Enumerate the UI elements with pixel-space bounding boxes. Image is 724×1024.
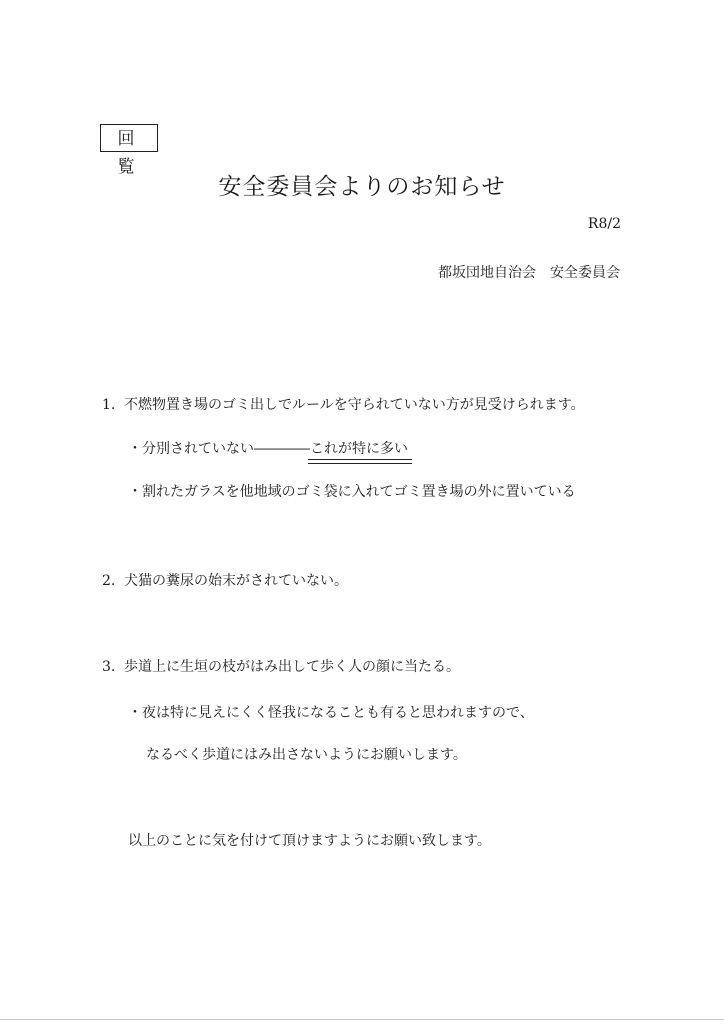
issuing-organization: 都坂団地自治会 安全委員会 bbox=[438, 265, 620, 281]
item-text: 歩道上に生垣の枝がはみ出して歩く人の顔に当たる。 bbox=[124, 659, 460, 675]
bullet-text: ・分別されていない―――― bbox=[128, 441, 310, 457]
item-number: 3. bbox=[102, 659, 116, 675]
document-date: R8/2 bbox=[587, 216, 621, 232]
item-number: 1. bbox=[102, 397, 116, 413]
item-1-bullet-1 bbox=[128, 438, 408, 458]
item-number: 2. bbox=[102, 573, 116, 589]
item-1-bullet-2: ・割れたガラスを他地域のゴミ袋に入れてゴミ置き場の外に置いている bbox=[128, 484, 576, 500]
item-3-bullet-1: ・夜は特に見えにくく怪我になることも有ると思われますので、 bbox=[128, 705, 534, 721]
item-3-bullet-continuation: なるべく歩道にはみ出さないようにお願いします。 bbox=[146, 747, 467, 763]
emphasis-underlined-text: これが特に多い bbox=[310, 438, 408, 458]
kairan-stamp-box: 回覧 bbox=[100, 124, 158, 152]
item-1 bbox=[102, 394, 585, 414]
item-3 bbox=[102, 656, 460, 676]
item-text: 犬猫の糞尿の始末がされていない。 bbox=[124, 573, 348, 589]
closing-remark: 以上のことに気を付けて頂けますようにお願い致します。 bbox=[128, 833, 491, 849]
document-title: 安全委員会よりのお知らせ bbox=[218, 174, 506, 200]
item-text: 不燃物置き場のゴミ出しでルールを守られていない方が見受けられます。 bbox=[124, 397, 585, 413]
scan-edge-divider bbox=[0, 1019, 724, 1020]
item-2 bbox=[102, 570, 348, 590]
